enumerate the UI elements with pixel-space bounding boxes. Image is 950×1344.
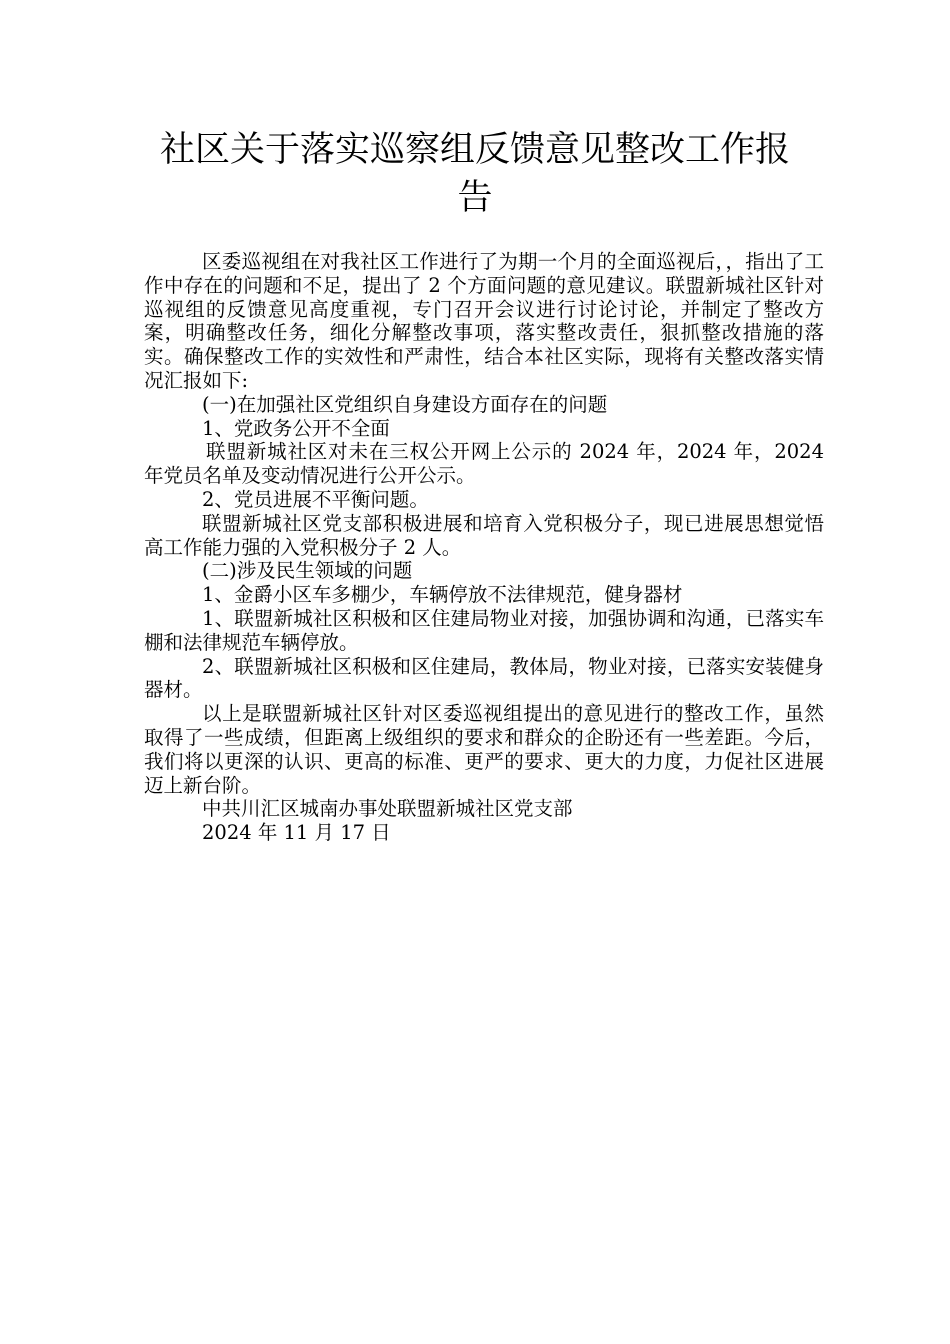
section-heading-1: (一)在加强社区党组织自身建设方面存在的问题 (202, 392, 608, 416)
paragraph-item-2-1: 1、联盟新城社区积极和区住建局物业对接，加强协调和沟通，已落实车棚和法律规范车辆停放。 (144, 606, 824, 654)
item-heading-1-2: 2、党员进展不平衡问题。 (202, 487, 429, 511)
document-title (110, 126, 840, 222)
paragraph-intro: 区委巡视组在对我社区工作进行了为期一个月的全面巡视后，，指出了工作中存在的问题和不足，提出了 2 个方面问题的意见建议。联盟新城社区针对巡视组的反馈意见高度重视，专门召开会议进行讨论讨论，并制定了整改方案，明确整改任务，细化分解整改事项，落实整改责任，狠抓整改措施的落实。确保整改工作的实效性和严肃性，结合本社区实际，现将有关整改落实情况汇报如下: (144, 250, 824, 392)
paragraph-item-1-2: 联盟新城社区党支部积极进展和培育入党积极分子，现已进展思想觉悟高工作能力强的入党积极分子 2 人。 (144, 511, 824, 559)
title-line-1: 社区关于落实巡察组反馈意见整改工作报 (159, 130, 790, 170)
signature-date: 2024 年 11 月 17 日 (202, 821, 391, 845)
item-heading-2-1: 1、金爵小区车多棚少，车辆停放不法律规范，健身器材 (202, 583, 683, 607)
section-heading-2: (二)涉及民生领域的问题 (202, 559, 413, 583)
paragraph-conclusion: 以上是联盟新城社区针对区委巡视组提出的意见进行的整改工作，虽然取得了一些成绩，但距离上级组织的要求和群众的企盼还有一些差距。今后，我们将以更深的认识、更高的标准、更严的要求、更大的力度，力促社区进展迈上新台阶。 (144, 702, 824, 797)
signature-organization: 中共川汇区城南办事处联盟新城社区党支部 (202, 797, 573, 821)
document-body (144, 250, 824, 845)
title-line-2: 告 (457, 178, 493, 218)
item-heading-1-1: 1、党政务公开不全面 (202, 416, 390, 440)
paragraph-item-2-2: 2、联盟新城社区积极和区住建局，教体局，物业对接，已落实安装健身器材。 (144, 654, 824, 702)
paragraph-item-1-1: 联盟新城社区对未在三权公开网上公示的 2024 年，2024 年，2024 年党员名单及变动情况进行公开公示。 (144, 440, 824, 488)
